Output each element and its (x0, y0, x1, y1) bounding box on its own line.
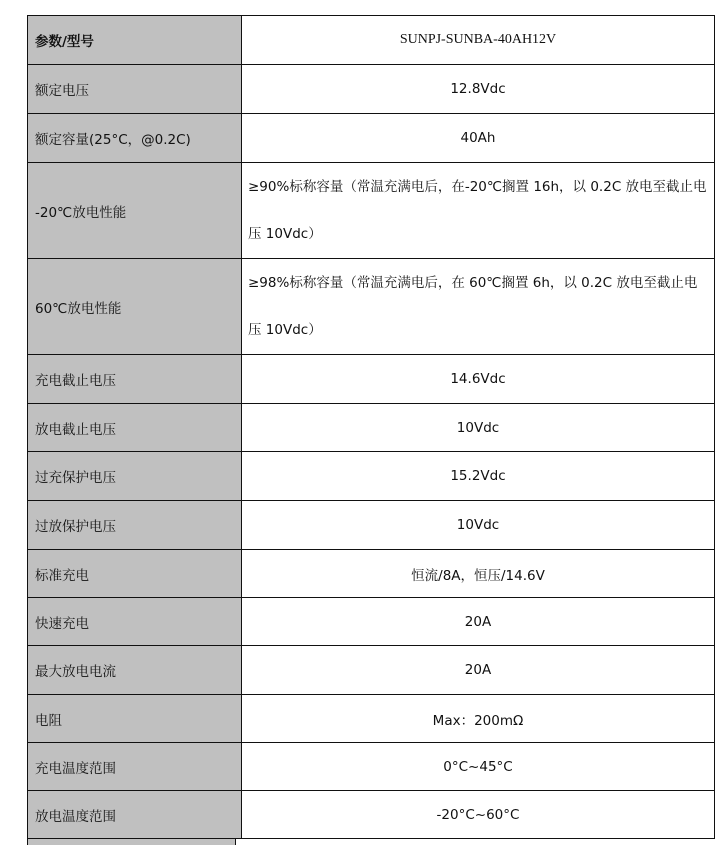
row-value: 20A (242, 646, 715, 695)
table-row (28, 550, 715, 598)
row-label: 放电截止电压 (28, 404, 242, 452)
row-label: 电阻 (28, 695, 242, 743)
spec-table (27, 15, 715, 839)
row-value: 0°C~45°C (242, 743, 715, 791)
table-row (28, 743, 715, 791)
row-value: 14.6Vdc (242, 355, 715, 404)
row-label: 过放保护电压 (28, 501, 242, 550)
table-row (28, 646, 715, 695)
table-row (28, 355, 715, 404)
row-value: ≥90%标称容量（常温充满电后，在-20℃搁置 16h，以 0.2C 放电至截止电压 10Vdc） (242, 163, 715, 259)
header-model-value: SUNPJ-SUNBA-40AH12V (242, 16, 715, 65)
header-label: 参数/型号 (28, 16, 242, 65)
row-value: 15.2Vdc (242, 452, 715, 501)
row-label: 过充保护电压 (28, 452, 242, 501)
table-row (28, 501, 715, 550)
row-label: 充电截止电压 (28, 355, 242, 404)
table-row (28, 404, 715, 452)
row-label: 充电温度范围 (28, 743, 242, 791)
row-value: 恒流/8A，恒压/14.6V (242, 550, 715, 598)
row-label: -20℃放电性能 (28, 163, 242, 259)
table-header-row (28, 16, 715, 65)
row-value: ≥98%标称容量（常温充满电后，在 60℃搁置 6h，以 0.2C 放电至截止电压 10Vdc） (242, 259, 715, 355)
row-label: 额定电压 (28, 65, 242, 114)
row-label: 60℃放电性能 (28, 259, 242, 355)
table-row (28, 791, 715, 839)
table-row (28, 598, 715, 646)
row-value: 10Vdc (242, 501, 715, 550)
row-value: -20°C~60°C (242, 791, 715, 839)
table-row (28, 114, 715, 163)
table-continuation (27, 839, 236, 845)
table-row (28, 65, 715, 114)
table-row (28, 695, 715, 743)
row-label: 放电温度范围 (28, 791, 242, 839)
row-value: 12.8Vdc (242, 65, 715, 114)
row-label: 快速充电 (28, 598, 242, 646)
row-value: 40Ah (242, 114, 715, 163)
row-label: 标准充电 (28, 550, 242, 598)
row-value: 10Vdc (242, 404, 715, 452)
row-value: Max：200mΩ (242, 695, 715, 743)
row-value: 20A (242, 598, 715, 646)
table-row (28, 452, 715, 501)
table-row (28, 259, 715, 355)
row-label: 额定容量(25°C，@0.2C) (28, 114, 242, 163)
table-row (28, 163, 715, 259)
row-label: 最大放电电流 (28, 646, 242, 695)
